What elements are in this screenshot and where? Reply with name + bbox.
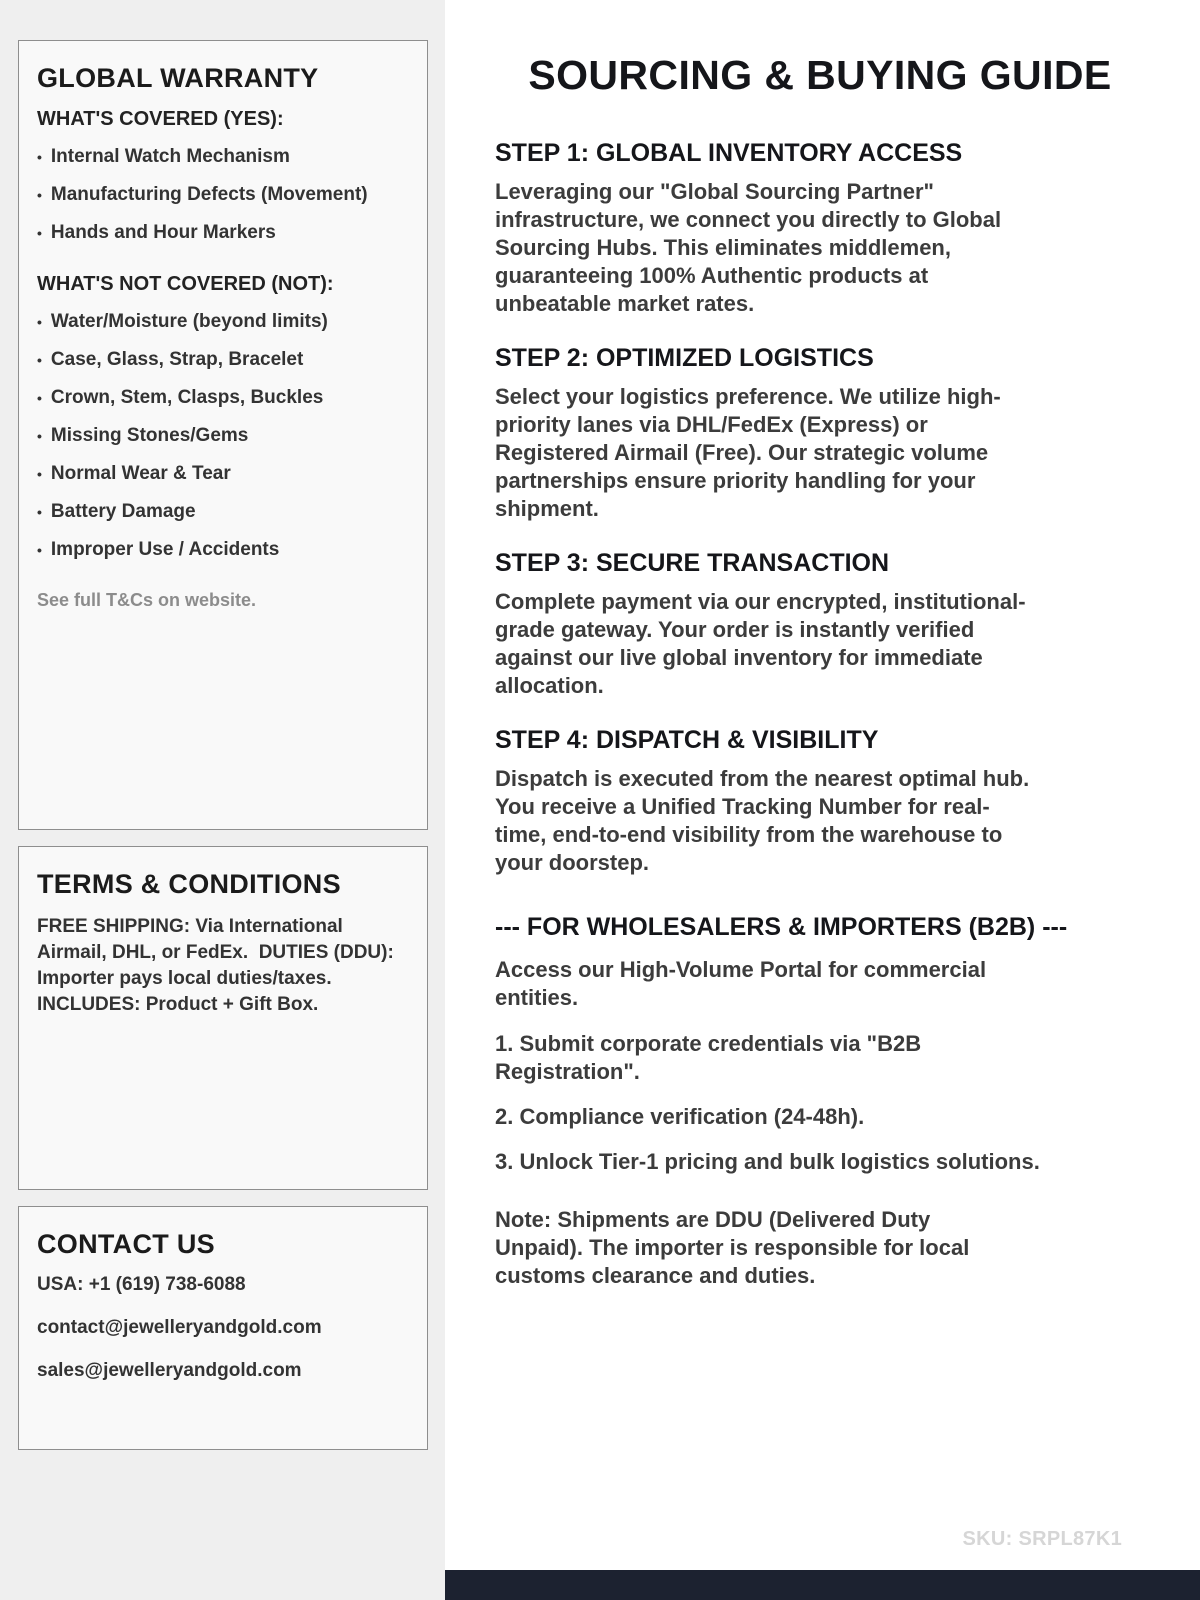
not-covered-item-label: Crown, Stem, Clasps, Buckles: [50, 387, 324, 408]
covered-item-label: Manufacturing Defects (Movement): [50, 184, 368, 205]
covered-item-label: Internal Watch Mechanism: [50, 146, 290, 167]
bullet-icon: •: [37, 466, 42, 482]
sidebar: [0, 0, 445, 1600]
warranty-panel: [18, 40, 428, 830]
bullet-icon: •: [37, 542, 42, 558]
bullet-icon: •: [37, 428, 42, 444]
covered-heading: WHAT'S COVERED (YES):: [37, 108, 284, 130]
step-1-heading: STEP 1: GLOBAL INVENTORY ACCESS: [495, 139, 963, 167]
sku-label: SKU: SRPL87K1: [962, 1528, 1122, 1550]
bullet-icon: •: [37, 225, 42, 241]
covered-item-label: Hands and Hour Markers: [50, 222, 276, 243]
contact-title: CONTACT US: [37, 1229, 215, 1259]
step-2-body: Select your logistics preference. We utilize high-priority lanes via DHL/FedEx (Express) or Registered Airmail (Free). Our strategic volume partnerships ensure priority handling for your shipment.: [495, 384, 1001, 521]
not-covered-item-label: Normal Wear & Tear: [50, 463, 231, 484]
not-covered-item-label: Case, Glass, Strap, Bracelet: [50, 349, 304, 370]
not-covered-heading: WHAT'S NOT COVERED (NOT):: [37, 273, 334, 295]
list-item: [37, 386, 409, 410]
step-4-section: [495, 726, 1200, 877]
list-item: [37, 424, 409, 448]
step-3-heading: STEP 3: SECURE TRANSACTION: [495, 549, 890, 577]
contact-phone: USA: +1 (619) 738-6088: [37, 1274, 246, 1295]
list-item: [37, 310, 409, 334]
not-covered-item-label: Missing Stones/Gems: [50, 425, 249, 446]
covered-list: [37, 145, 409, 245]
contact-email-primary: contact@jewelleryandgold.com: [37, 1317, 322, 1338]
terms-body: FREE SHIPPING: Via International Airmail, DHL, or FedEx. DUTIES (DDU): Importer pays local duties/taxes. INCLUDES: Product + Gift Box.: [37, 916, 400, 1015]
step-2-section: [495, 344, 1200, 523]
b2b-item-1: 1. Submit corporate credentials via "B2B Registration".: [495, 1031, 922, 1084]
list-item: [37, 348, 409, 372]
contact-panel: [18, 1206, 428, 1450]
terms-panel: [18, 846, 428, 1190]
step-1-body: Leveraging our "Global Sourcing Partner" infrastructure, we connect you directly to Global Sourcing Hubs. This eliminates middlemen, guaranteeing 100% Authentic products at unbeatable market rates.: [495, 179, 1002, 316]
contact-email-sales: sales@jewelleryandgold.com: [37, 1360, 302, 1381]
warranty-title: GLOBAL WARRANTY: [37, 63, 319, 93]
not-covered-list: [37, 310, 409, 562]
page-title: SOURCING & BUYING GUIDE: [528, 52, 1112, 98]
step-3-section: [495, 549, 1200, 700]
not-covered-item-label: Improper Use / Accidents: [50, 539, 280, 560]
list-item: [37, 183, 409, 207]
list-item: [37, 500, 409, 524]
warranty-footnote: See full T&Cs on website.: [37, 590, 257, 610]
step-1-section: [495, 139, 1200, 318]
terms-title: TERMS & CONDITIONS: [37, 869, 341, 899]
step-4-body: Dispatch is executed from the nearest optimal hub. You receive a Unified Tracking Number for real-time, end-to-end visibility from the warehouse to your doorstep.: [495, 766, 1030, 875]
not-covered-item-label: Water/Moisture (beyond limits): [50, 311, 328, 332]
not-covered-item-label: Battery Damage: [50, 501, 196, 522]
bullet-icon: •: [37, 314, 42, 330]
list-item: [37, 221, 409, 245]
step-3-body: Complete payment via our encrypted, institutional-grade gateway. Your order is instantly verified against our live global inventory for immediate allocation.: [495, 589, 1026, 698]
bullet-icon: •: [37, 352, 42, 368]
b2b-item-3: 3. Unlock Tier-1 pricing and bulk logistics solutions.: [495, 1149, 1040, 1174]
b2b-intro: Access our High-Volume Portal for commercial entities.: [495, 957, 987, 1010]
main-content: [445, 0, 1200, 1600]
step-4-heading: STEP 4: DISPATCH & VISIBILITY: [495, 726, 879, 754]
b2b-note: Note: Shipments are DDU (Delivered Duty Unpaid). The importer is responsible for local customs clearance and duties.: [495, 1207, 970, 1288]
list-item: [37, 538, 409, 562]
bullet-icon: •: [37, 149, 42, 165]
footer-bar: [445, 1570, 1200, 1600]
bullet-icon: •: [37, 187, 42, 203]
list-item: [37, 145, 409, 169]
step-2-heading: STEP 2: OPTIMIZED LOGISTICS: [495, 344, 874, 372]
b2b-section: [495, 913, 1200, 1290]
bullet-icon: •: [37, 390, 42, 406]
b2b-item-2: 2. Compliance verification (24-48h).: [495, 1104, 865, 1129]
b2b-heading: --- FOR WHOLESALERS & IMPORTERS (B2B) ---: [495, 913, 1068, 941]
bullet-icon: •: [37, 504, 42, 520]
list-item: [37, 462, 409, 486]
